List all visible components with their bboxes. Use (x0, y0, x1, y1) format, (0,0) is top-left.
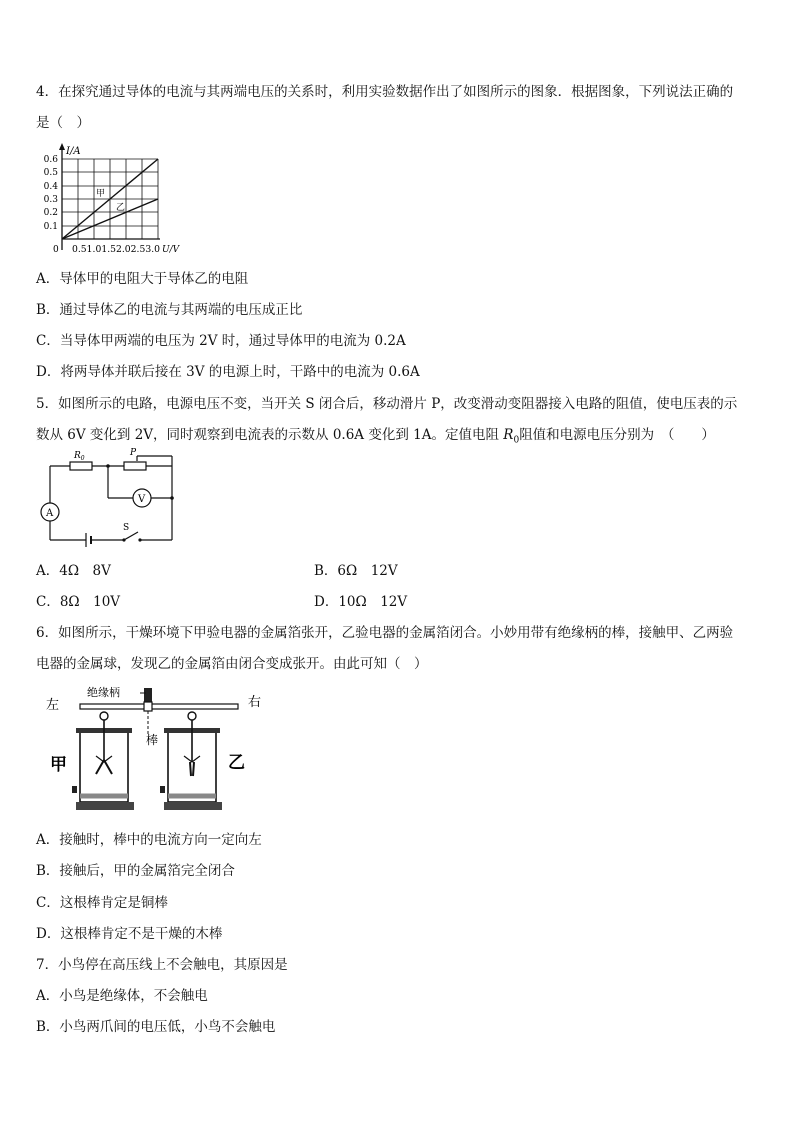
y-tick: 0.1 (43, 222, 58, 232)
electroscope-jia (72, 712, 134, 810)
r0-resistor (70, 462, 92, 470)
q7-stem: 7．小鸟停在高压线上不会触电，其原因是 (36, 957, 288, 973)
q4-option-d: D．将两导体并联后接在 3V 的电源上时，干路中的电流为 0.6A (36, 364, 420, 380)
line-jia-label: 甲 (96, 189, 106, 199)
rheostat (124, 462, 146, 470)
y-tick: 0.2 (43, 208, 58, 218)
x-axis-label: U/V (162, 245, 180, 255)
q5-option-d: D．10Ω 12V (314, 594, 408, 610)
q5-stem-line1: 5．如图所示的电路，电源电压不变，当开关 S 闭合后，移动滑片 P，改变滑动变阻器接入电路的阻值，使电压表的示 (36, 396, 738, 412)
electroscope-yi (160, 712, 222, 810)
handle-label: 绝缘柄 (87, 686, 120, 699)
q4-stem-line1: 4．在探究通过导体的电流与其两端电压的关系时，利用实验数据作出了如图所示的图象．根据图象，下列说法正确的 (36, 84, 734, 100)
y-tick: 0.4 (43, 182, 58, 192)
y-tick: 0.5 (43, 168, 58, 178)
y-tick: 0.6 (43, 155, 58, 165)
q5-stem-line2 (36, 425, 715, 451)
rod-label: 棒 (146, 733, 159, 747)
q6-option-d: D．这根棒肯定不是干燥的木棒 (36, 926, 223, 942)
left-label: 左 (46, 698, 60, 713)
ammeter-label: A (46, 508, 54, 519)
y-tick: 0.3 (43, 195, 58, 205)
r0-label: $R_0$ (74, 451, 85, 462)
q4-option-a: A．导体甲的电阻大于导体乙的电阻 (36, 271, 249, 287)
q6-stem-line2: 电器的金属球，发现乙的金属箔由闭合变成张开。由此可知（ ） (36, 656, 428, 672)
q5-option-c: C．8Ω 10V (36, 594, 121, 610)
q5-stem-line2a: 数从 6V 变化到 2V，同时观察到电流表的示数从 0.6A 变化到 1A。定值电阻 (36, 427, 504, 443)
q5-option-b: B．6Ω 12V (314, 563, 398, 579)
q4-iu-graph (36, 142, 206, 257)
q4-stem-line2: 是（ ） (36, 115, 90, 131)
q6-stem-line1: 6．如图所示，干燥环境下甲验电器的金属箔张开，乙验电器的金属箔闭合。小妙用带有绝缘柄的棒，接触甲、乙两验 (36, 625, 734, 641)
q4-option-c: C．当导体甲两端的电压为 2V 时，通过导体甲的电流为 0.2A (36, 333, 406, 349)
q6-option-c: C．这根棒肯定是铜棒 (36, 895, 168, 911)
q5-stem-line2b: 阻值和电源电压分别为 （ ） (519, 427, 715, 443)
voltmeter-label: V (138, 494, 146, 505)
right-label: 右 (248, 695, 262, 710)
q7-option-a: A．小鸟是绝缘体，不会触电 (36, 988, 208, 1004)
q7-option-b: B．小鸟两爪间的电压低，小鸟不会触电 (36, 1019, 276, 1035)
line-yi-label: 乙 (116, 203, 126, 213)
origin-label: 0 (53, 245, 59, 255)
jia-label: 甲 (50, 755, 67, 775)
switch-blade (124, 532, 138, 540)
q4-option-b: B．通过导体乙的电流与其两端的电压成正比 (36, 302, 303, 318)
yi-label: 乙 (228, 753, 245, 773)
p-label: P (130, 448, 137, 458)
r0-symbol: R (503, 427, 514, 443)
switch-label: S (123, 523, 130, 533)
r0-subscript: 0 (513, 435, 520, 446)
q5-option-a: A．4Ω 8V (36, 563, 111, 579)
x-ticks: 0.51.01.52.02.53.0 (72, 245, 161, 255)
q6-option-a: A．接触时，棒中的电流方向一定向左 (36, 832, 262, 848)
q6-electroscope-figure (36, 682, 276, 818)
y-axis-label: I/A (66, 146, 81, 157)
q6-option-b: B．接触后，甲的金属箔完全闭合 (36, 863, 235, 879)
rod (80, 704, 238, 709)
q5-circuit-diagram (36, 448, 186, 550)
